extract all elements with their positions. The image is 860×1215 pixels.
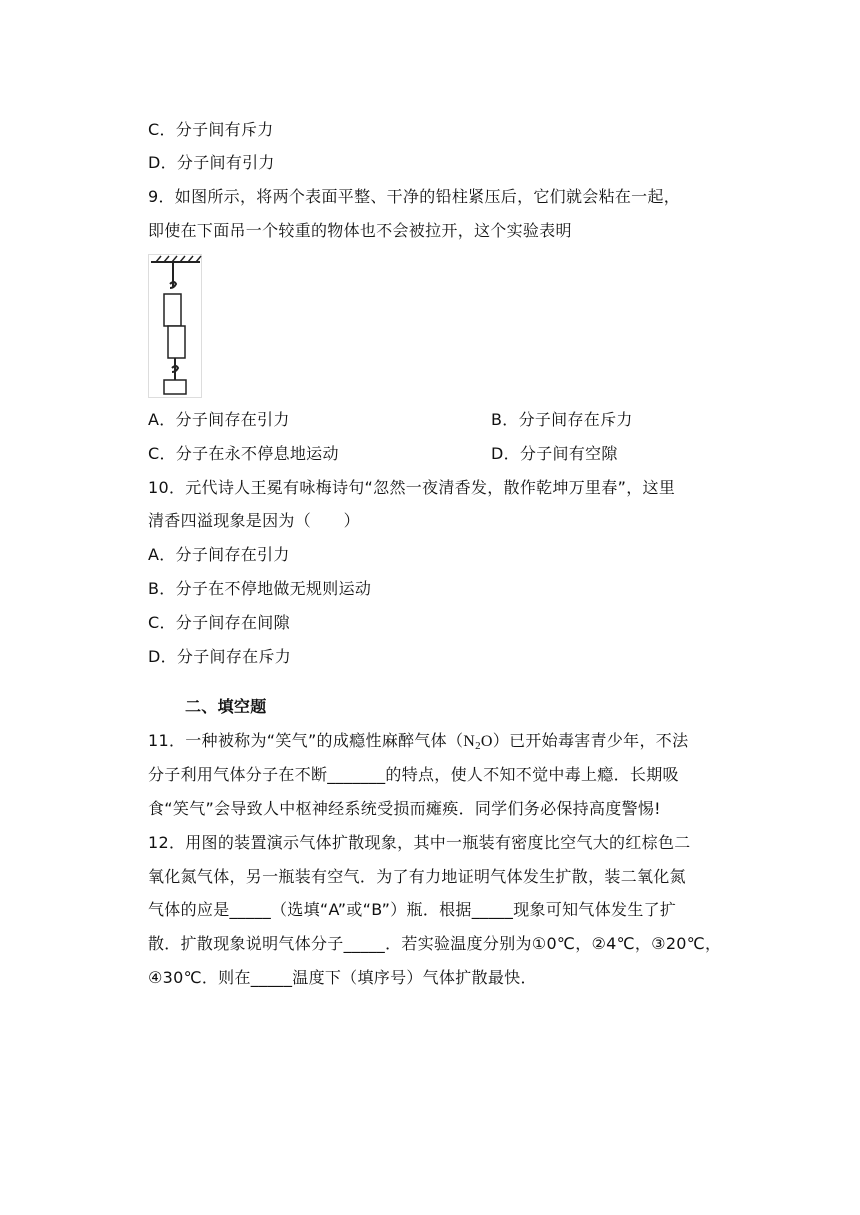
lead-cylinders-figure	[148, 254, 202, 398]
q11-line3: 食“笑气”会导致人中枢神经系统受损而瘫痪．同学们务必保持高度警惕!	[148, 799, 661, 818]
q9-option-d: D．分子间有空隙	[491, 444, 618, 463]
q9-stem-line2: 即使在下面吊一个较重的物体也不会被拉开，这个实验表明	[148, 221, 572, 240]
q9-option-b: B．分子间存在斥力	[491, 410, 633, 429]
section-title: 二、填空题	[185, 697, 267, 716]
q10-option-d: D．分子间存在斥力	[148, 647, 292, 666]
q12-line1: 12．用图的装置演示气体扩散现象，其中一瓶装有密度比空气大的红棕色二	[148, 833, 691, 852]
q12-line3: 气体的应是_____（选填“A”或“B”）瓶．根据_____现象可知气体发生了扩	[148, 900, 677, 919]
q10-stem-line2: 清香四溢现象是因为（ ）	[148, 511, 360, 530]
q11-line1	[148, 730, 688, 757]
q12-line5: ④30℃．则在_____温度下（填序号）气体扩散最快．	[148, 968, 537, 987]
q11-line1-pre: 11．一种被称为“笑气”的成瘾性麻醉气体（	[148, 731, 464, 750]
q10-option-c: C．分子间存在间隙	[148, 613, 290, 632]
q9-option-a: A．分子间存在引力	[148, 410, 290, 429]
q10-stem-line1: 10．元代诗人王冕有咏梅诗句“忽然一夜清香发，散作乾坤万里春”，这里	[148, 478, 676, 497]
q11-line2: 分子利用气体分子在不断_______的特点，使人不知不觉中毒上瘾．长期吸	[148, 765, 679, 784]
q11-line1-post: ）已开始毒害青少年，不法	[492, 731, 689, 750]
q12-line2: 氧化氮气体，另一瓶装有空气．为了有力地证明气体发生扩散，装二氧化氮	[148, 867, 686, 886]
q12-line4: 散．扩散现象说明气体分子_____．若实验温度分别为①0℃，②4℃，③20℃，	[148, 934, 722, 953]
q9-option-c: C．分子在永不停息地运动	[148, 444, 339, 463]
q8-option-c: C．分子间有斥力	[148, 120, 274, 139]
q8-option-d: D．分子间有引力	[148, 153, 275, 172]
formula-o: O	[480, 733, 493, 750]
formula-subscript: 2	[475, 740, 481, 752]
formula-n: N	[463, 733, 476, 750]
q10-option-b: B．分子在不停地做无规则运动	[148, 579, 372, 598]
q10-option-a: A．分子间存在引力	[148, 545, 290, 564]
q9-stem-line1: 9．如图所示，将两个表面平整、干净的铅柱紧压后，它们就会粘在一起，	[148, 187, 681, 206]
